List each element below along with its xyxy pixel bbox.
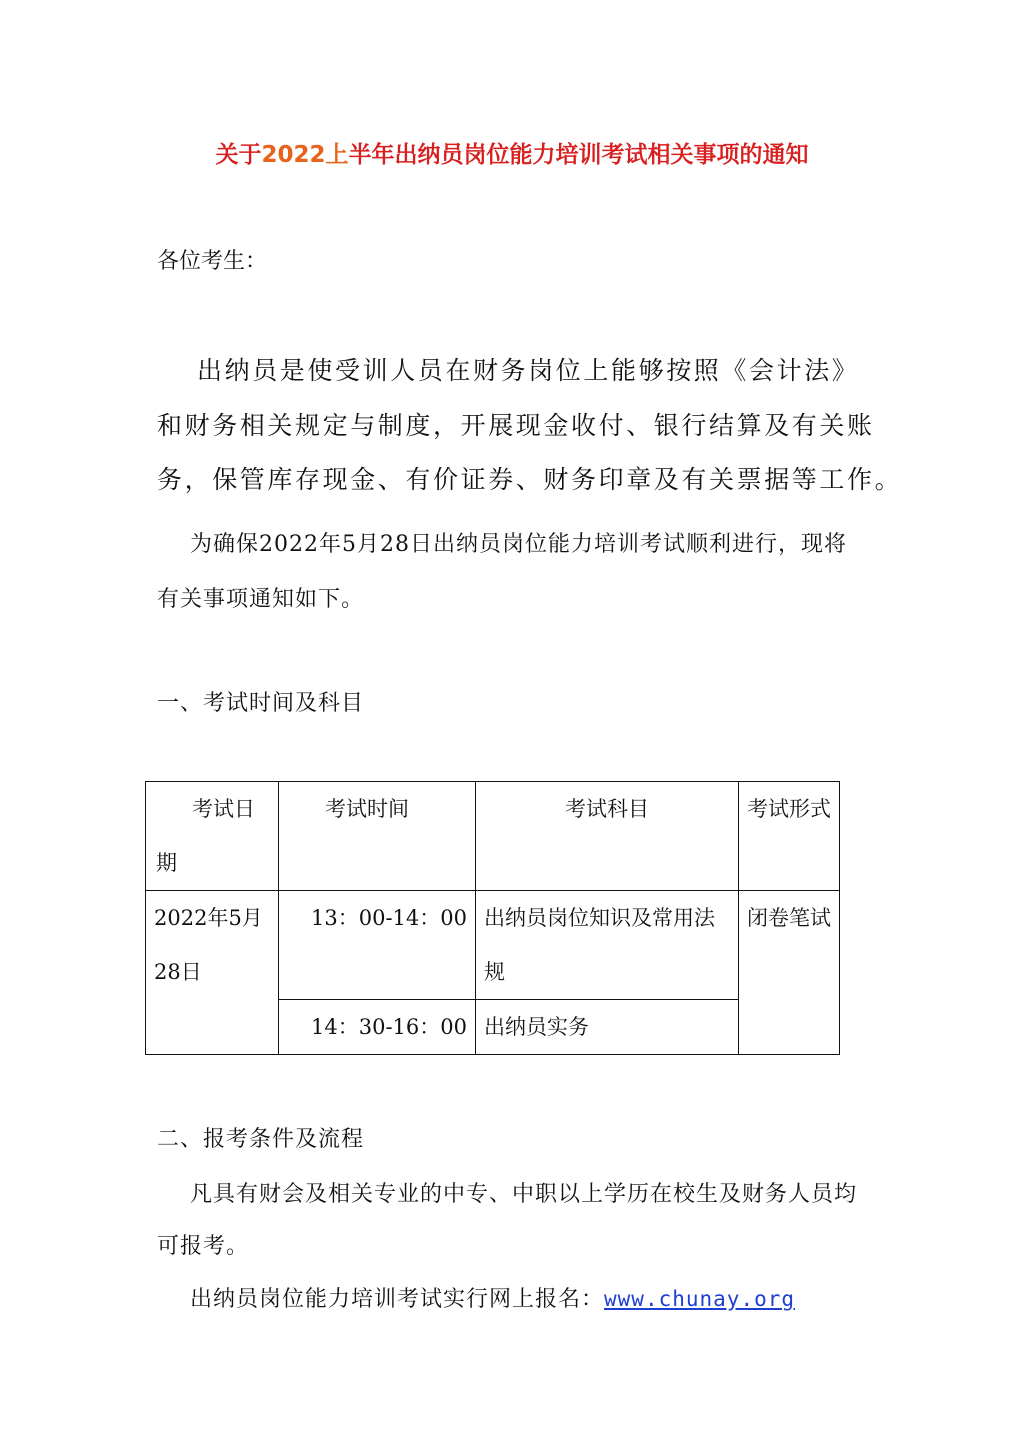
title-prefix: 关于 [215, 142, 262, 168]
intro-line-3: 务，保管库存现金、有价证券、财务印章及有关票据等工作。 [157, 465, 903, 494]
registration-line [190, 1282, 795, 1313]
purpose-line-2: 有关事项通知如下。 [157, 587, 365, 612]
section-1-heading: 一、考试时间及科目 [157, 691, 365, 716]
exam-form-cell: 闭卷笔试 [739, 891, 840, 1055]
salutation: 各位考生： [157, 249, 268, 274]
exam-schedule-table [145, 781, 840, 1055]
header-date: 考试日期 [146, 782, 279, 891]
intro-line-2: 和财务相关规定与制度，开展现金收付、银行结算及有关账 [157, 411, 875, 440]
exam-subject-cell-1: 出纳员岗位知识及常用法规 [476, 891, 739, 1000]
exam-time-cell-2: 14：30-16：00 [279, 1000, 476, 1055]
title-highlight: 2022上 [261, 142, 349, 168]
table-header-row [146, 782, 840, 891]
header-time: 考试时间 [279, 782, 476, 891]
header-subject: 考试科目 [476, 782, 739, 891]
table-row [146, 891, 840, 1000]
purpose-line-1: 为确保2022年5月28日出纳员岗位能力培训考试顺利进行，现将 [190, 532, 847, 557]
intro-line-1: 出纳员是使受训人员在财务岗位上能够按照《会计法》 [197, 356, 860, 385]
exam-date-cell: 2022年5月28日 [146, 891, 279, 1055]
exam-time-cell-1: 13：00-14：00 [279, 891, 476, 1000]
eligibility-line-1: 凡具有财会及相关专业的中专、中职以上学历在校生及财务人员均 [190, 1182, 858, 1207]
eligibility-line-2: 可报考。 [157, 1234, 250, 1259]
exam-subject-cell-2: 出纳员实务 [476, 1000, 739, 1055]
registration-link[interactable]: www.chunay.org [604, 1287, 796, 1311]
title-suffix: 半年出纳员岗位能力培训考试相关事项的通知 [348, 142, 809, 168]
registration-text: 出纳员岗位能力培训考试实行网上报名： [190, 1287, 605, 1312]
section-2-heading: 二、报考条件及流程 [157, 1127, 365, 1152]
header-form: 考试形式 [739, 782, 840, 891]
notice-title [0, 136, 1024, 169]
